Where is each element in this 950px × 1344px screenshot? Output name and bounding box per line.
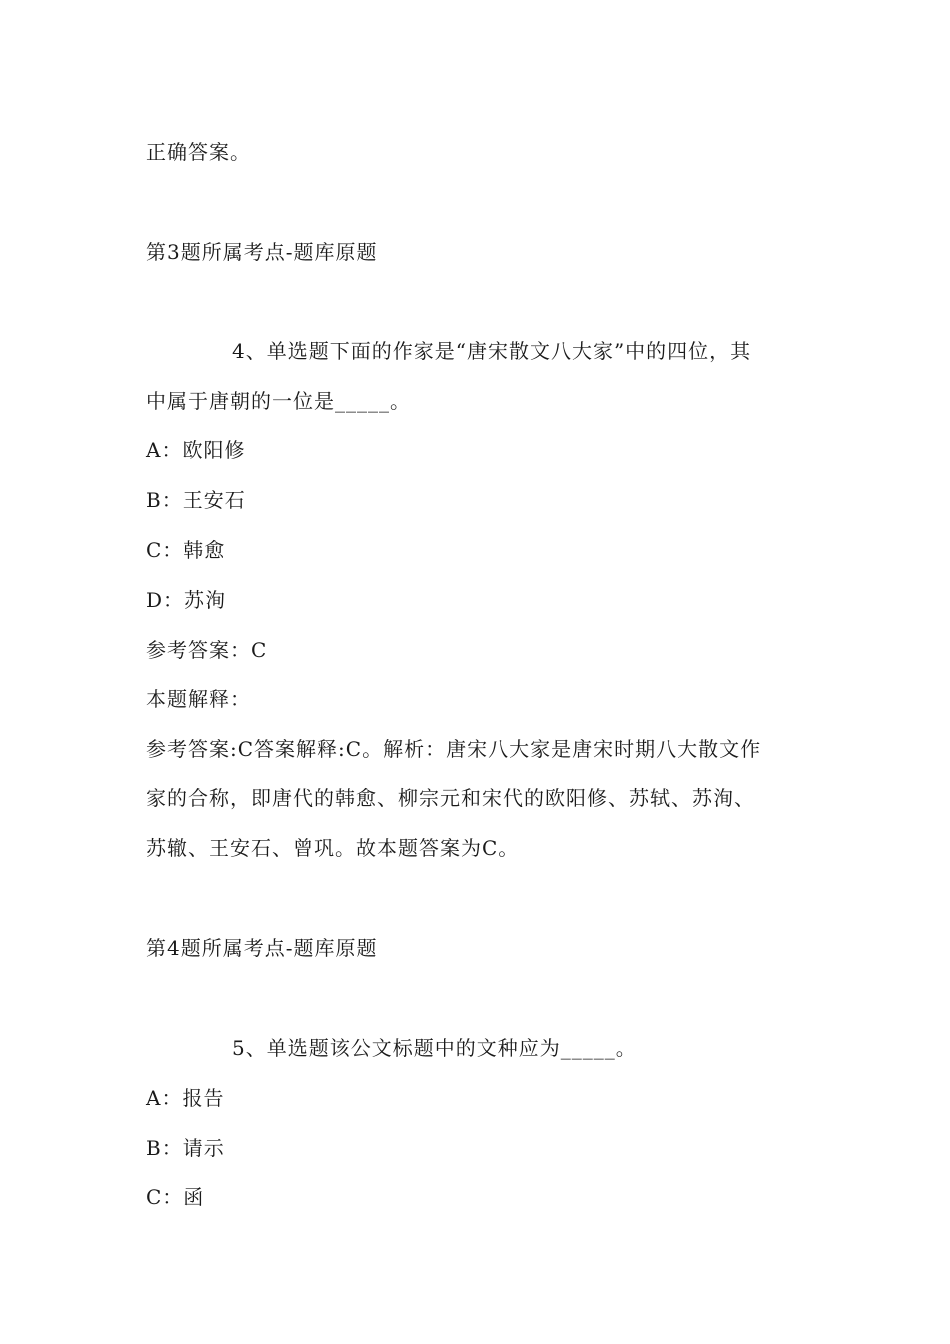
q4-option-b: B：王安石 — [146, 488, 246, 512]
q4-option-a: A：欧阳修 — [146, 438, 246, 462]
q4-reference-answer: 参考答案：C — [146, 638, 268, 662]
q4-option-c: C：韩愈 — [146, 538, 226, 562]
q4-explanation-line2: 家的合称，即唐代的韩愈、柳宗元和宋代的欧阳修、苏轼、苏洵、 — [146, 786, 755, 810]
q4-explanation-line1: 参考答案:C答案解释:C。解析：唐宋八大家是唐宋时期八大散文作 — [146, 737, 762, 761]
q3-answer-tail: 正确答案。 — [146, 140, 251, 164]
q4-stem-line1: 4、单选题下面的作家是“唐宋散文八大家”中的四位，其 — [232, 339, 752, 363]
q5-option-a: A：报告 — [146, 1086, 225, 1110]
q5-option-c: C：函 — [146, 1185, 205, 1209]
q5-stem-line1: 5、单选题该公文标题中的文种应为_____。 — [232, 1036, 637, 1060]
q5-option-b: B：请示 — [146, 1136, 225, 1160]
q4-explanation-heading: 本题解释： — [146, 687, 251, 711]
q4-topic: 第4题所属考点-题库原题 — [146, 936, 378, 960]
q4-explanation-line3: 苏辙、王安石、曾巩。故本题答案为C。 — [146, 836, 520, 860]
q4-stem-line2: 中属于唐朝的一位是_____。 — [146, 389, 411, 413]
q3-topic: 第3题所属考点-题库原题 — [146, 240, 378, 264]
q4-option-d: D：苏洵 — [146, 588, 227, 612]
